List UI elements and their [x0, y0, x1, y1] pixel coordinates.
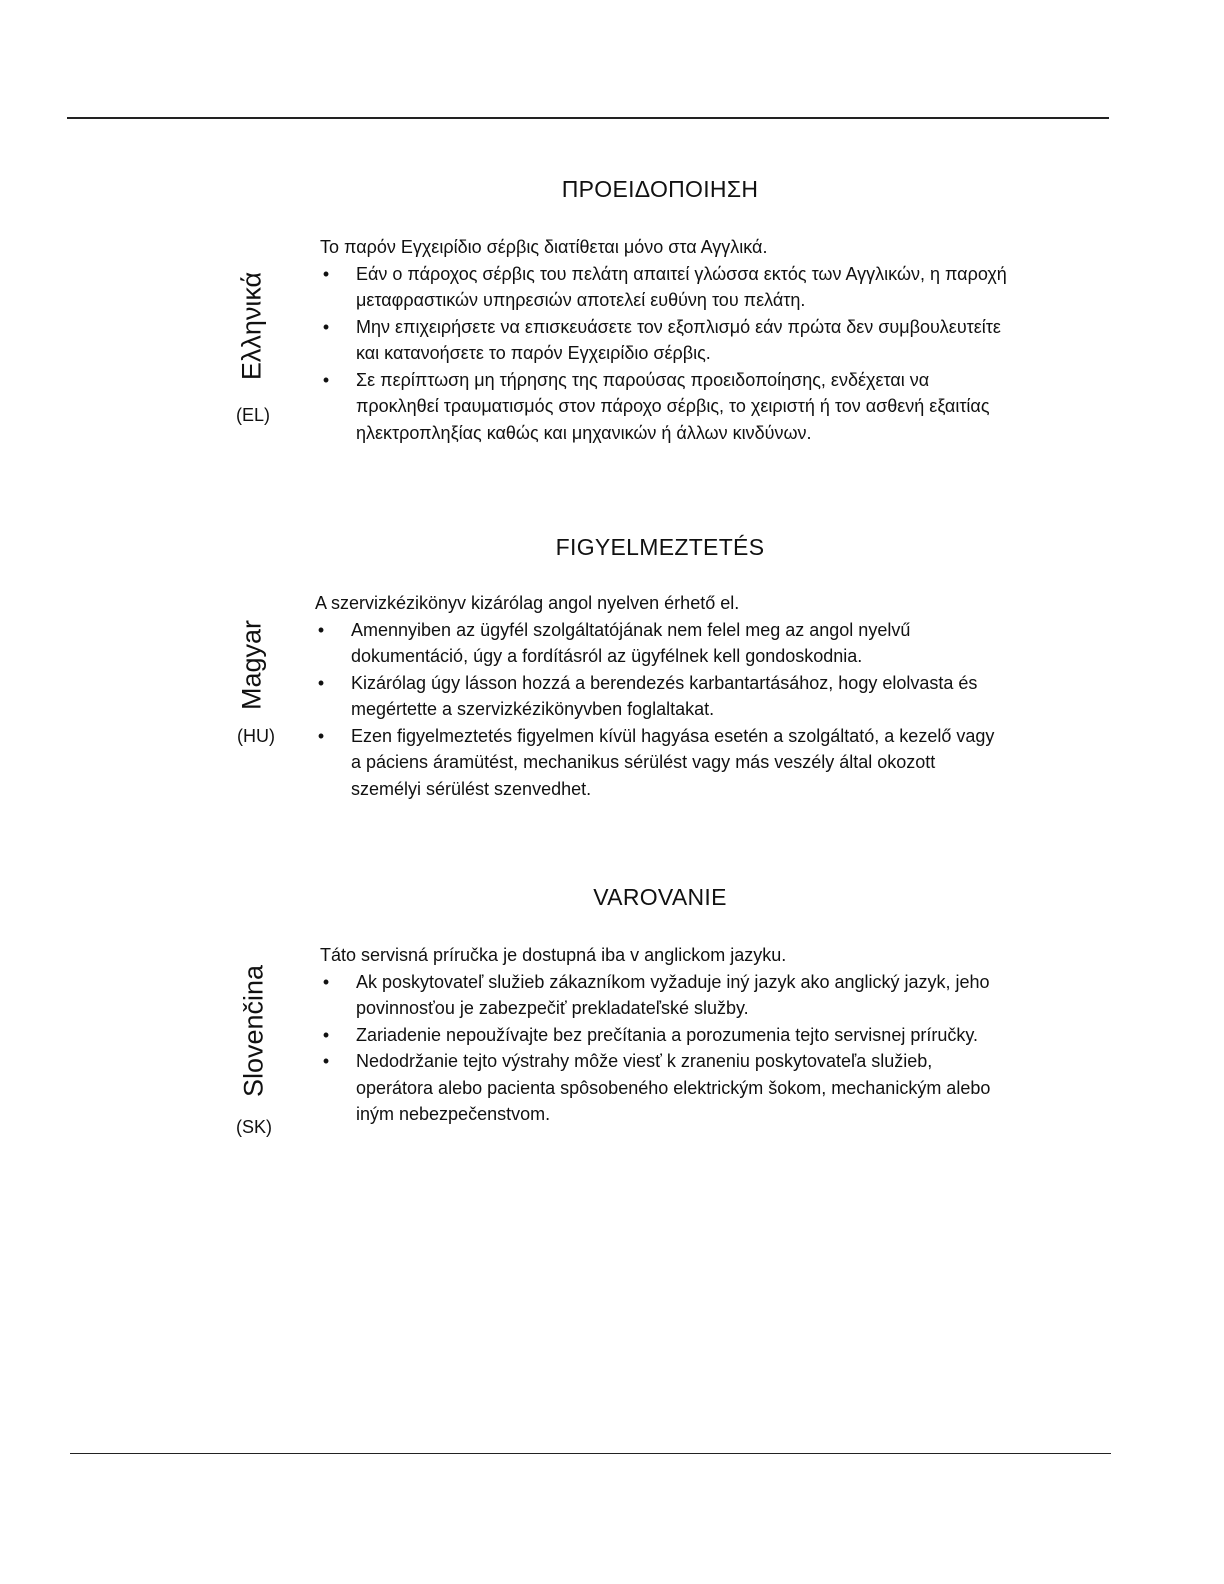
top-rule [67, 117, 1109, 119]
bullet-text: Εάν ο πάροχος σέρβις του πελάτη απαιτεί γλώσσα εκτός των Αγγλικών, η παροχή μεταφραστικών υπηρεσιών αποτελεί ευθύνη του πελάτη. [356, 263, 1007, 310]
bottom-rule [70, 1453, 1111, 1454]
intro-text: Το παρόν Εγχειρίδιο σέρβις διατίθεται μόνο στα Αγγλικά. [320, 237, 768, 257]
bullet-icon: • [322, 369, 330, 390]
warning-body [315, 590, 1005, 802]
list-item [315, 670, 1005, 723]
section-heading: ΠΡΟΕΙΔΟΠΟΙΗΣΗ [561, 176, 759, 202]
list-item [320, 1022, 1010, 1049]
language-code: (EL) [235, 405, 271, 425]
language-code: (SK) [236, 1117, 272, 1137]
bullet-text: Μην επιχειρήσετε να επισκευάσετε τον εξοπλισμό εάν πρώτα δεν συμβουλευτείτε και κατανοήσετε το παρόν Εγχειρίδιο σέρβις. [356, 316, 1001, 363]
bullet-text: Σε περίπτωση μη τήρησης της παρούσας προειδοποίησης, ενδέχεται να προκληθεί τραυματισμός στον πάροχο σέρβις, το χειριστή ή τον ασθενή εξαιτίας ηλεκτροπληξίας καθώς και μηχανικών ή άλλων κινδύνων. [356, 369, 990, 443]
bullet-list [320, 969, 1010, 1128]
bullet-icon: • [317, 619, 325, 640]
bullet-text: Amennyiben az ügyfél szolgáltatójának nem felel meg az angol nyelvű dokumentáció, úgy a fordításról az ügyfélnek kell gondoskodnia. [351, 619, 911, 666]
list-item [315, 723, 1005, 803]
bullet-icon: • [322, 263, 330, 284]
bullet-list [315, 617, 1005, 803]
language-name: Ελληνικά [236, 271, 267, 381]
list-item [320, 261, 1010, 314]
warning-body [320, 942, 1010, 1128]
intro-text: Táto servisná príručka je dostupná iba v anglickom jazyku. [320, 945, 787, 965]
section-heading: VAROVANIE [593, 884, 727, 910]
warning-body [320, 234, 1010, 446]
list-item [320, 969, 1010, 1022]
bullet-text: Ak poskytovateľ služieb zákazníkom vyžaduje iný jazyk ako anglický jazyk, jeho povinnosťou je zabezpečiť prekladateľské služby. [356, 971, 990, 1018]
bullet-icon: • [322, 316, 330, 337]
bullet-icon: • [322, 1051, 330, 1071]
section-heading: FIGYELMEZTETÉS [555, 534, 765, 560]
bullet-icon: • [322, 971, 330, 992]
bullet-text: Zariadenie nepoužívajte bez prečítania a porozumenia tejto servisnej príručky. [356, 1024, 979, 1045]
bullet-icon: • [322, 1024, 330, 1045]
bullet-text: Ezen figyelmeztetés figyelmen kívül hagyása esetén a szolgáltató, a kezelő vagy a páciens áramütést, mechanikus sérülést vagy más veszély által okozott személyi sérülést szenvedhet. [351, 725, 995, 799]
list-item [320, 314, 1010, 367]
bullet-text: Kizárólag úgy lásson hozzá a berendezés karbantartásához, hogy elolvasta és megértette a szervizkézikönyvben foglaltakat. [351, 672, 978, 719]
list-item [320, 367, 1010, 447]
language-name: Magyar [236, 619, 267, 711]
list-item [320, 1048, 1010, 1128]
language-code: (HU) [237, 726, 275, 746]
bullet-icon: • [317, 725, 325, 746]
bullet-text: Nedodržanie tejto výstrahy môže viesť k zraneniu poskytovateľa služieb, operátora alebo pacienta spôsobeného elektrickým šokom, mechanickým alebo iným nebezpečenstvom. [356, 1051, 991, 1124]
intro-text: A szervizkézikönyv kizárólag angol nyelven érhető el. [315, 593, 740, 613]
bullet-list [320, 261, 1010, 447]
list-item [315, 617, 1005, 670]
language-name: Slovenčina [238, 964, 269, 1098]
bullet-icon: • [317, 672, 325, 693]
